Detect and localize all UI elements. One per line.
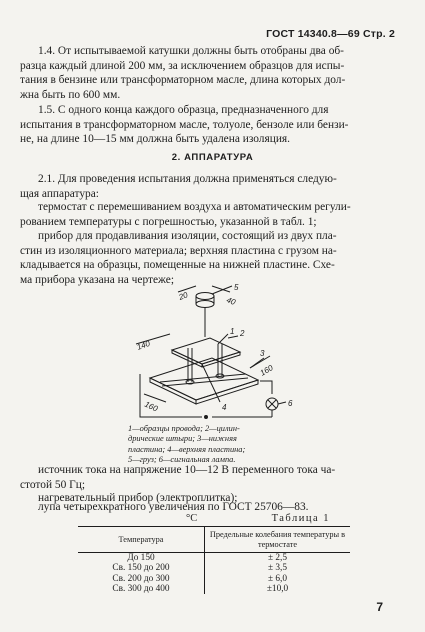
table-cell: До 150 <box>78 553 205 564</box>
table-row <box>78 553 350 564</box>
device-item <box>20 229 408 287</box>
table-cell: ± 6,0 <box>267 573 288 584</box>
table-unit: °С <box>186 513 198 524</box>
paragraph-1-5 <box>20 103 408 147</box>
dim-label: 160 <box>143 399 160 414</box>
text-line: рованием температуры с погрешностью, указанной в табл. 1; <box>20 215 317 228</box>
figure-caption <box>128 424 278 466</box>
dim-label: 40 <box>225 295 237 307</box>
page-header: ГОСТ 14340.8—69 Стр. 2 <box>266 28 395 40</box>
apparatus-drawing <box>100 282 300 422</box>
text-line: не, на длине 10—15 мм должна быть удалена изоляция. <box>20 133 291 146</box>
table-cell: Св. 150 до 200 <box>78 563 205 573</box>
text-line: лупа четырехкратного увеличения по ГОСТ 25706—83. <box>38 501 309 513</box>
text-line: кладывается на образцы, помещенные на нижней пластине. Схе- <box>20 259 335 272</box>
text-line: стин из изоляционного материала; верхняя пластина с грузом на- <box>20 244 337 257</box>
callout-1: 1 <box>230 327 235 336</box>
table-cell: ± 2,5 <box>267 553 288 564</box>
magnifier-item <box>20 500 408 515</box>
weight-top <box>196 293 214 300</box>
text-line: термостат с перемешиванием воздуха и автоматическим регули- <box>38 201 351 213</box>
table-row <box>78 584 350 594</box>
page-number: 7 <box>376 600 383 614</box>
thermostat-item <box>20 200 408 229</box>
table-title: Таблица 1 <box>271 513 330 524</box>
text-line: 1.5. С одного конца каждого образца, предназначенного для <box>38 104 329 116</box>
text-line: стотой 50 Гц; <box>20 478 85 491</box>
callout-4: 4 <box>222 403 227 412</box>
text-line: тания в бензине или трансформаторном масле, длина которых дол- <box>20 74 346 87</box>
callout-5: 5 <box>234 283 239 292</box>
wire-sample <box>160 374 246 382</box>
column-header: Температура <box>78 527 205 553</box>
table-cell: Св. 200 до 300 <box>78 574 205 584</box>
paragraph-2-1 <box>20 172 408 201</box>
callout-3: 3 <box>260 349 265 358</box>
text-line: 2.1. Для проведения испытания должна применяться следую- <box>38 173 337 185</box>
text-line: нагревательный прибор (электроплитка); <box>38 492 238 504</box>
text-line: щая аппаратура: <box>20 187 99 200</box>
text-line: 1.4. От испытываемой катушки должны быть отобраны два об- <box>38 45 344 57</box>
text-line: жна быть по 600 мм. <box>20 88 121 101</box>
table-cell: ±10,0 <box>266 583 289 594</box>
temperature-table <box>78 526 350 594</box>
column-header: Предельные колебания температуры в термостате <box>205 527 351 553</box>
callout-6: 6 <box>288 399 293 408</box>
text-line: прибор для продавливания изоляции, состоящий из двух пла- <box>38 230 337 242</box>
text-line: разца каждый длиной 200 мм, за исключением образцов для испы- <box>20 59 345 72</box>
paragraph-1-4 <box>20 44 408 102</box>
text-line: испытания в трансформаторном масле, толуоле, бензоле или бензи- <box>20 118 349 131</box>
table-cell: Св. 300 до 400 <box>78 584 205 594</box>
caption-line: 5—груз; 6—сигнальная лампа. <box>128 455 236 465</box>
caption-line: 1—образцы провода; 2—цилин- <box>128 424 240 433</box>
text-line: источник тока на напряжение 10—12 В переменного тока ча- <box>38 464 336 476</box>
table-cell: ± 3,5 <box>267 563 288 574</box>
current-source-item <box>20 463 408 492</box>
table-header-row <box>78 527 350 553</box>
caption-line: дрические штыри; 3—нижняя <box>128 434 237 444</box>
table-row <box>78 574 350 584</box>
caption-line: пластина; 4—верхняя пластина; <box>128 444 246 454</box>
table-row <box>78 563 350 573</box>
dim-label: 20 <box>177 290 190 302</box>
text-line: ма прибора указана на чертеже; <box>20 273 174 286</box>
dim-label: 140 <box>135 338 152 352</box>
section-title: 2. АППАРАТУРА <box>171 152 254 163</box>
weight-bottom <box>196 301 214 308</box>
circuit-wire-right <box>260 381 272 394</box>
dim-label: 160 <box>258 363 275 378</box>
callout-2: 2 <box>240 329 245 338</box>
